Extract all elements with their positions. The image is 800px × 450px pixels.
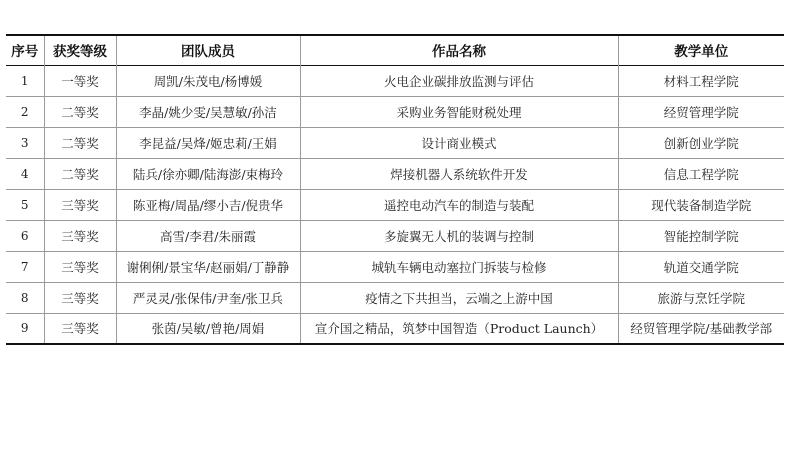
cell-unit: 轨道交通学院 <box>618 251 784 282</box>
cell-level: 三等奖 <box>44 282 116 313</box>
cell-level: 三等奖 <box>44 189 116 220</box>
cell-level: 三等奖 <box>44 220 116 251</box>
cell-level: 二等奖 <box>44 158 116 189</box>
cell-members: 张茵/吴敏/曾艳/周娟 <box>116 313 300 344</box>
cell-members: 陈亚梅/周晶/缪小吉/倪贵华 <box>116 189 300 220</box>
cell-no: 6 <box>6 220 44 251</box>
cell-title: 疫情之下共担当，云端之上游中国 <box>300 282 618 313</box>
cell-members: 谢俐俐/景宝华/赵丽娟/丁静静 <box>116 251 300 282</box>
table-row <box>6 158 784 189</box>
cell-no: 8 <box>6 282 44 313</box>
table-row <box>6 96 784 127</box>
cell-title: 多旋翼无人机的装调与控制 <box>300 220 618 251</box>
cell-title: 宣介国之精品，筑梦中国智造（Product Launch） <box>300 313 618 344</box>
cell-unit: 材料工程学院 <box>618 65 784 96</box>
cell-no: 4 <box>6 158 44 189</box>
cell-no: 2 <box>6 96 44 127</box>
table-row <box>6 220 784 251</box>
cell-members: 陆兵/徐亦卿/陆海澎/束梅玲 <box>116 158 300 189</box>
cell-no: 3 <box>6 127 44 158</box>
cell-level: 二等奖 <box>44 127 116 158</box>
cell-unit: 经贸管理学院/基础教学部 <box>618 313 784 344</box>
cell-no: 1 <box>6 65 44 96</box>
cell-members: 严灵灵/张保伟/尹奎/张卫兵 <box>116 282 300 313</box>
cell-level: 二等奖 <box>44 96 116 127</box>
cell-members: 周凯/朱茂电/杨博媛 <box>116 65 300 96</box>
cell-unit: 智能控制学院 <box>618 220 784 251</box>
cell-level: 三等奖 <box>44 251 116 282</box>
cell-level: 三等奖 <box>44 313 116 344</box>
cell-title: 遥控电动汽车的制造与装配 <box>300 189 618 220</box>
header-members: 团队成员 <box>116 35 300 65</box>
cell-no: 5 <box>6 189 44 220</box>
cell-level: 一等奖 <box>44 65 116 96</box>
table-row <box>6 282 784 313</box>
cell-members: 李昆益/吴烽/姬忠莉/王娟 <box>116 127 300 158</box>
cell-members: 李晶/姚少雯/吴慧敏/孙洁 <box>116 96 300 127</box>
cell-title: 采购业务智能财税处理 <box>300 96 618 127</box>
cell-unit: 旅游与烹饪学院 <box>618 282 784 313</box>
cell-members: 高雪/李君/朱丽霞 <box>116 220 300 251</box>
header-no: 序号 <box>6 35 44 65</box>
cell-unit: 经贸管理学院 <box>618 96 784 127</box>
table-row <box>6 313 784 344</box>
table-row <box>6 127 784 158</box>
cell-title: 城轨车辆电动塞拉门拆装与检修 <box>300 251 618 282</box>
cell-unit: 现代装备制造学院 <box>618 189 784 220</box>
header-title: 作品名称 <box>300 35 618 65</box>
cell-no: 7 <box>6 251 44 282</box>
cell-unit: 创新创业学院 <box>618 127 784 158</box>
cell-title: 火电企业碳排放监测与评估 <box>300 65 618 96</box>
header-unit: 教学单位 <box>618 35 784 65</box>
table-row <box>6 189 784 220</box>
cell-unit: 信息工程学院 <box>618 158 784 189</box>
table-header-row <box>6 35 784 65</box>
cell-no: 9 <box>6 313 44 344</box>
cell-title: 设计商业模式 <box>300 127 618 158</box>
header-level: 获奖等级 <box>44 35 116 65</box>
awards-table <box>6 34 784 345</box>
cell-title: 焊接机器人系统软件开发 <box>300 158 618 189</box>
table-row <box>6 251 784 282</box>
table-row <box>6 65 784 96</box>
